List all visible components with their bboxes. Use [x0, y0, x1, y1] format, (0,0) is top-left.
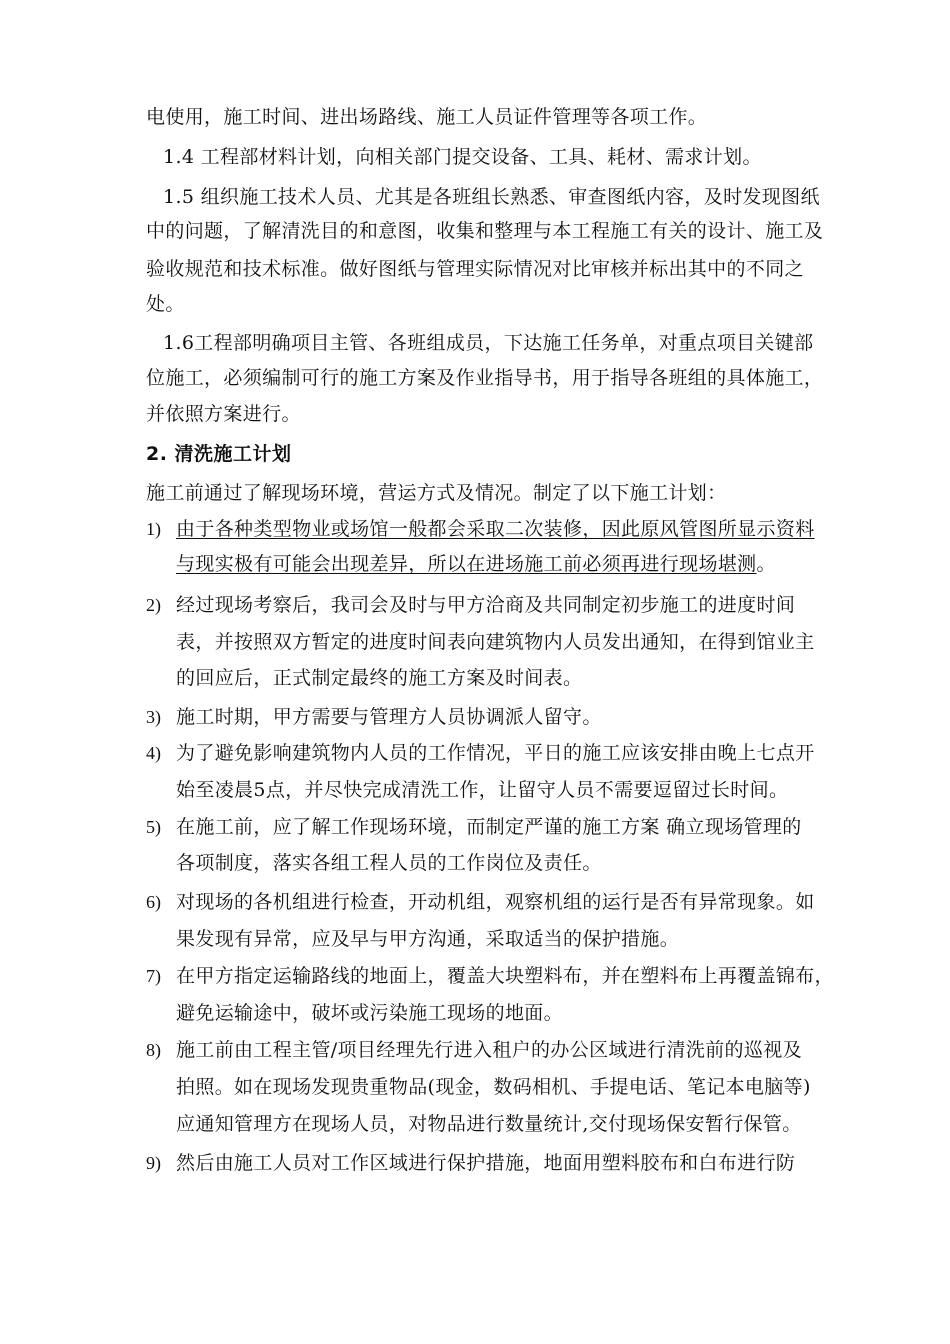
paragraph-1-4: 1.4 工程部材料计划，向相关部门提交设备、工具、耗材、需求计划。	[163, 146, 762, 168]
list-item-line: 始至凌晨5点，并尽快完成清洗工作，让留守人员不需要逗留过长时间。	[176, 779, 789, 801]
list-item-line: 应通知管理方在现场人员，对物品进行数量统计,交付现场保安暂行保管。	[176, 1113, 802, 1135]
list-item-line: 对现场的各机组进行检查，开动机组，观察机组的运行是否有异常现象。如	[176, 891, 815, 913]
underlined-text: 与现实极有可能会出现差异，所以在进场施工前必须再进行现场堪测	[176, 553, 757, 575]
list-item-line: 经过现场考察后，我司会及时与甲方洽商及共同制定初步施工的进度时间	[176, 594, 796, 616]
paragraph-1-6-line-2: 位施工，必须编制可行的施工方案及作业指导书，用于指导各班组的具体施工，	[146, 367, 824, 389]
list-item-line: 避免运输途中，破坏或污染施工现场的地面。	[176, 1002, 564, 1024]
paragraph-1-5-line-3: 验收规范和技术标准。做好图纸与管理实际情况对比审核并标出其中的不同之	[146, 258, 804, 280]
underlined-text: 由于各种类型物业或场馆一般都会采取二次装修，因此原风管图所显示资料	[176, 518, 815, 540]
list-item-line	[176, 552, 776, 576]
list-item-number: 9)	[146, 1153, 161, 1173]
paragraph-1-5-line-4: 处。	[146, 293, 185, 315]
list-item-line: 在施工前，应了解工作现场环境，而制定严谨的施工方案 确立现场管理的	[176, 816, 802, 838]
paragraph-1-6-line-1: 1.6工程部明确项目主管、各班组成员，下达施工任务单，对重点项目关键部	[163, 332, 814, 354]
paragraph-1-5-line-1: 1.5 组织施工技术人员、尤其是各班组长熟悉、审查图纸内容，及时发现图纸	[163, 186, 820, 208]
section-lead: 施工前通过了解现场环境，营运方式及情况。制定了以下施工计划：	[146, 482, 727, 504]
list-item-line: 表，并按照双方暂定的进度时间表向建筑物内人员发出通知，在得到馆业主	[176, 631, 815, 653]
list-item-line: 果发现有异常，应及早与甲方沟通，采取适当的保护措施。	[176, 928, 680, 950]
list-item-number: 4)	[146, 743, 161, 763]
list-item-number: 5)	[146, 817, 161, 837]
list-item-number: 8)	[146, 1040, 161, 1060]
list-item-line: 拍照。如在现场发现贵重物品(现金，数码相机、手提电话、笔记本电脑等)	[176, 1076, 811, 1098]
list-item-line: 的回应后，正式制定最终的施工方案及时间表。	[176, 667, 583, 689]
list-item-number: 1)	[146, 519, 161, 539]
list-item-number: 3)	[146, 707, 161, 727]
paragraph-1-6-line-3: 并依照方案进行。	[146, 403, 301, 425]
section-heading: 2. 清洗施工计划	[146, 443, 292, 465]
paragraph-continuation: 电使用，施工时间、进出场路线、施工人员证件管理等各项工作。	[146, 106, 708, 128]
paragraph-1-5-line-2: 中的问题，了解清洗目的和意图，收集和整理与本工程施工有关的设计、施工及	[146, 220, 824, 242]
list-item-line: 为了避免影响建筑物内人员的工作情况，平日的施工应该安排由晚上七点开	[176, 742, 815, 764]
list-item-line: 施工前由工程主管/项目经理先行进入租户的办公区域进行清洗前的巡视及	[176, 1039, 802, 1061]
list-item-line: 施工时期，甲方需要与管理方人员协调派人留守。	[176, 706, 602, 728]
list-item-number: 2)	[146, 595, 161, 615]
list-item-line: 各项制度，落实各组工程人员的工作岗位及责任。	[176, 852, 602, 874]
list-item-number: 7)	[146, 966, 161, 986]
list-item-line: 然后由施工人员对工作区域进行保护措施，地面用塑料胶布和白布进行防	[176, 1152, 796, 1174]
list-item-number: 6)	[146, 892, 161, 912]
list-item-line	[176, 517, 815, 541]
list-item-line: 在甲方指定运输路线的地面上，覆盖大块塑料布，并在塑料布上再覆盖锦布，	[176, 965, 834, 987]
sentence-end: 。	[756, 553, 776, 575]
